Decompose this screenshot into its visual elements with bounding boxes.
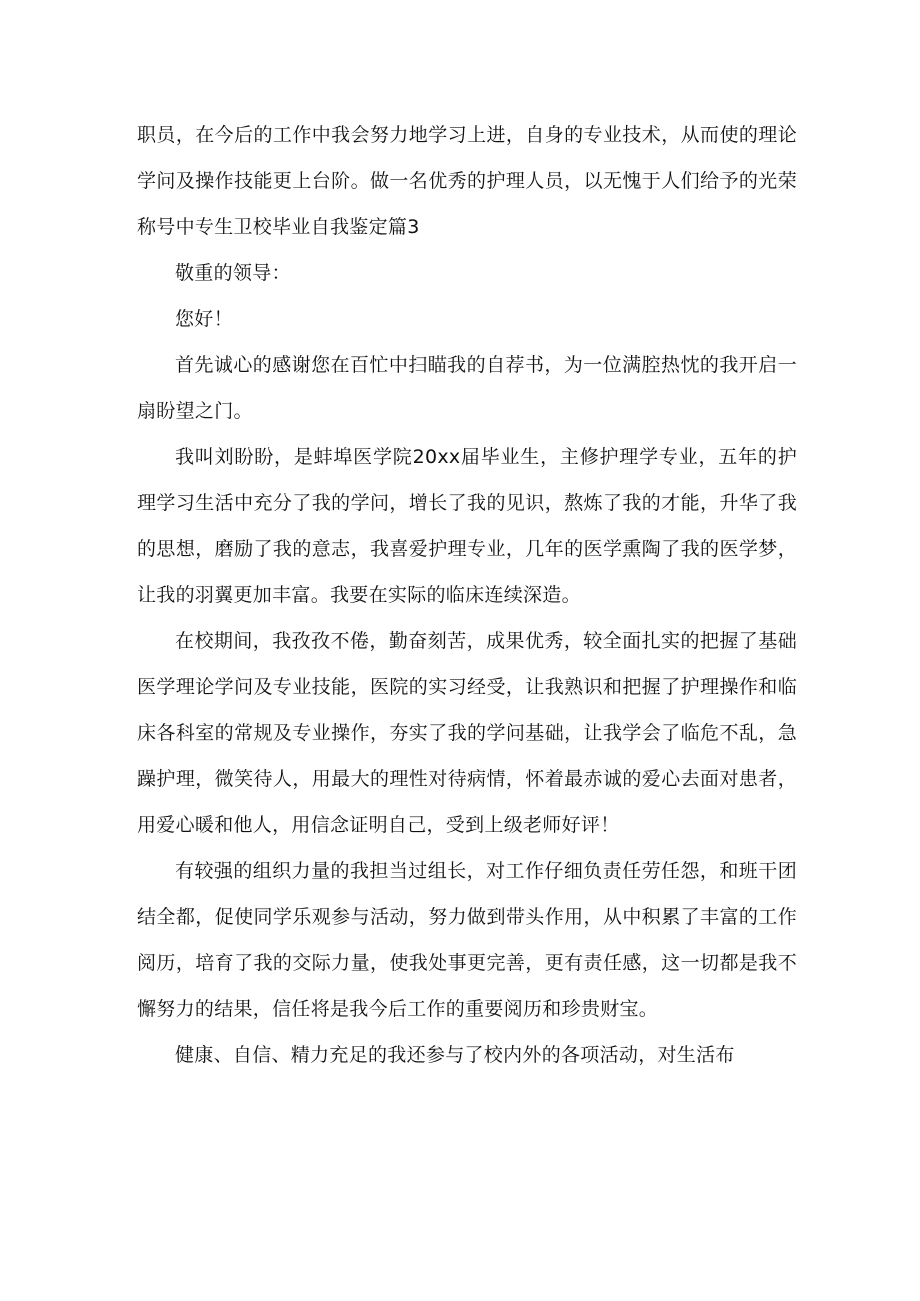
- document-body: [137, 112, 797, 1078]
- paragraph-7: 有较强的组织力量的我担当过组长，对工作仔细负责任劳任怨，和班干团结全都，促使同学乐观参与活动，努力做到带头作用，从中积累了丰富的工作阅历，培育了我的交际力量，使我处事更完善，更有责任感，这一切都是我不懈努力的结果，信任将是我今后工作的重要阅历和珍贵财宝。: [137, 860, 797, 1020]
- salutation: 敬重的领导：: [175, 262, 291, 284]
- greeting: 您好！: [175, 308, 233, 330]
- paragraph-4: 首先诚心的感谢您在百忙中扫瞄我的自荐书，为一位满腔热忱的我开启一扇盼望之门。: [137, 354, 797, 422]
- paragraph-5: 我叫刘盼盼，是蚌埠医学院20xx届毕业生，主修护理学专业，五年的护理学习生活中充分了我的学问，增长了我的见识，熬炼了我的才能，升华了我的思想，磨励了我的意志，我喜爱护理专业，几年的医学熏陶了我的医学梦，让我的羽翼更加丰富。我要在实际的临床连续深造。: [137, 446, 797, 606]
- paragraph-1: 职员，在今后的工作中我会努力地学习上进，自身的专业技术，从而使的理论学问及操作技能更上台阶。做一名优秀的护理人员，以无愧于人们给予的光荣称号中专生卫校毕业自我鉴定篇3: [137, 124, 797, 238]
- paragraph-8: 健康、自信、精力充足的我还参与了校内外的各项活动，对生活布: [175, 1044, 735, 1066]
- paragraph-6: 在校期间，我孜孜不倦，勤奋刻苦，成果优秀，较全面扎实的把握了基础医学理论学问及专业技能，医院的实习经受，让我熟识和把握了护理操作和临床各科室的常规及专业操作，夯实了我的学问基础，让我学会了临危不乱，急躁护理，微笑待人，用最大的理性对待病情，怀着最赤诚的爱心去面对患者，用爱心暖和他人，用信念证明自己，受到上级老师好评！: [137, 630, 797, 836]
